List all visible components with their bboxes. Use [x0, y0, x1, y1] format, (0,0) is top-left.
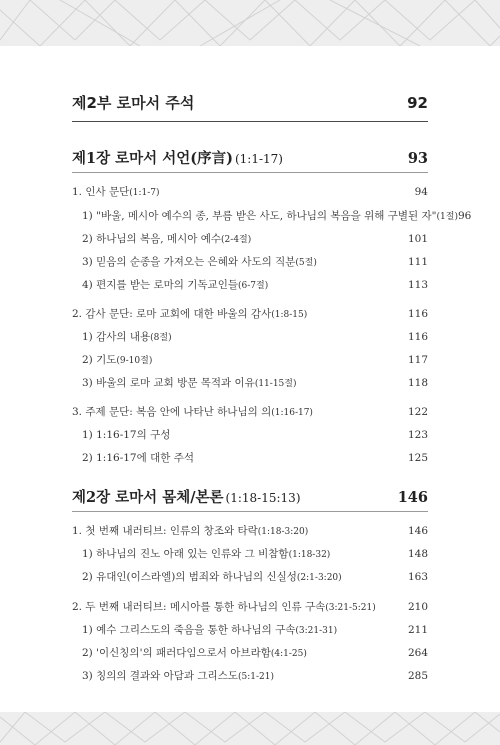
toc-item-label: 3) 믿음의 순종을 가져오는 은혜와 사도의 직분: [82, 256, 296, 268]
toc-section-label: 2. 감사 문단: 로마 교회에 대한 바울의 감사: [72, 308, 272, 320]
toc-item-page: 163: [407, 571, 428, 583]
footer-pattern-graphic: [0, 712, 500, 745]
toc-section[interactable]: [72, 523, 428, 538]
toc-item-page: 116: [407, 331, 428, 343]
header-pattern: [0, 0, 500, 46]
toc-item-label: 3) 바울의 로마 교회 방문 목적과 이유: [82, 377, 255, 389]
toc-item[interactable]: [82, 329, 428, 344]
toc-item-label: 2) '이신칭의'의 패러다임으로서 아브라함: [82, 647, 271, 659]
toc-section-page: 122: [407, 406, 428, 418]
toc-item-label: 1) 감사의 내용: [82, 331, 151, 343]
toc-item-ref: (11-15절): [254, 379, 297, 389]
toc-section-label: 3. 주제 문단: 복음 안에 나타난 하나님의 의: [72, 406, 272, 418]
footer-pattern: [0, 712, 500, 745]
toc-section-ref: (1:16-17): [271, 408, 313, 418]
chapter1-heading: [72, 147, 428, 168]
toc-item-ref: (1:18-32): [288, 550, 331, 560]
toc-item-page: 101: [407, 233, 428, 245]
toc-item-label: 2) 1:16-17에 대한 주석: [82, 452, 194, 464]
toc-item[interactable]: [82, 231, 428, 246]
toc-item[interactable]: [82, 546, 428, 561]
toc-section-label: 2. 두 번째 내러티브: 메시아를 통한 하나님의 인류 구속: [72, 601, 326, 613]
chapter1-title-group: [72, 147, 283, 168]
toc-item-page: 123: [407, 429, 428, 441]
toc-item-label: 1) 예수 그리스도의 죽음을 통한 하나님의 구속: [82, 624, 296, 636]
part-heading: [72, 92, 428, 116]
toc-item-page: 118: [407, 377, 428, 389]
toc-section-page: 94: [414, 186, 428, 198]
toc-item[interactable]: [82, 208, 472, 223]
chapter2-ref: (1:18-15:13): [225, 491, 301, 505]
header-pattern-graphic: [0, 0, 500, 46]
toc-section[interactable]: [72, 306, 428, 321]
part-rule: [72, 121, 428, 122]
toc-item-ref: (3:21-31): [295, 626, 338, 636]
toc-item-label: 2) 하나님의 복음, 메시아 예수: [82, 233, 222, 245]
toc-item-label: 4) 편지를 받는 로마의 기독교인들: [82, 279, 238, 291]
toc-item-ref: (5절): [295, 258, 317, 268]
toc-item-ref: (6-7절): [238, 281, 269, 291]
toc-section-label: 1. 인사 문단: [72, 186, 130, 198]
toc-item-page: 285: [407, 670, 428, 682]
toc-item[interactable]: [82, 668, 428, 683]
chapter2-rule: [72, 511, 428, 512]
toc-item[interactable]: [82, 254, 428, 269]
toc-item-label: 1) 1:16-17의 구성: [82, 429, 171, 441]
toc-section[interactable]: [72, 404, 428, 419]
chapter2-page: 146: [397, 489, 428, 506]
toc-section-ref: (3:21-5:21): [325, 603, 376, 613]
toc-item[interactable]: [82, 427, 428, 442]
toc-item[interactable]: [82, 352, 428, 367]
toc-item[interactable]: [82, 450, 428, 465]
toc-item-label: 2) 유대인(이스라엘)의 범죄와 하나님의 신실성: [82, 571, 297, 583]
toc-item-ref: (2-4절): [221, 235, 252, 245]
toc-item-page: 125: [407, 452, 428, 464]
toc-item-page: 117: [407, 354, 428, 366]
toc-section-page: 116: [407, 308, 428, 320]
toc-item-label: 2) 기도: [82, 354, 117, 366]
toc-item-label: 3) 칭의의 결과와 아담과 그리스도: [82, 670, 238, 682]
toc-item[interactable]: [82, 375, 428, 390]
chapter2-title: 제2장 로마서 몸체/본론: [72, 489, 224, 506]
toc-section-page: 146: [407, 525, 428, 537]
toc-item-page: 113: [407, 279, 428, 291]
toc-item-ref: (8절): [150, 333, 172, 343]
toc-item[interactable]: [82, 645, 428, 660]
chapter1-ref: (1:1-17): [234, 152, 283, 166]
chapter1-title: 제1장 로마서 서언(序言): [72, 150, 233, 167]
toc-section-ref: (1:18-3:20): [257, 527, 309, 537]
toc-item-label: 1) 하나님의 진노 아래 있는 인류와 그 비참함: [82, 548, 289, 560]
chapter2-heading: [72, 486, 428, 507]
toc-item[interactable]: [82, 622, 428, 637]
toc-item-ref: (2:1-3:20): [296, 573, 342, 583]
toc-section[interactable]: [72, 184, 428, 199]
toc-item[interactable]: [82, 277, 428, 292]
toc-section[interactable]: [72, 599, 428, 614]
toc-item-page: 148: [407, 548, 428, 560]
toc-item-page: 96: [457, 210, 472, 222]
chapter1-page: 93: [407, 150, 428, 167]
toc-item-ref: (9-10절): [116, 356, 153, 366]
toc-item-page: 211: [407, 624, 428, 636]
part-title: 제2부 로마서 주석: [72, 94, 195, 112]
chapter2-title-group: [72, 486, 301, 507]
toc-section-ref: (1:8-15): [271, 310, 308, 320]
toc-section-ref: (1:1-7): [129, 188, 160, 198]
toc-item-label: 1) "바울, 메시아 예수의 종, 부름 받은 사도, 하나님의 복음을 위해 구별된 자": [82, 210, 437, 222]
toc-section-page: 210: [407, 601, 428, 613]
toc-item-page: 264: [407, 647, 428, 659]
toc-item[interactable]: [82, 569, 428, 584]
toc-section-label: 1. 첫 번째 내러티브: 인류의 창조와 타락: [72, 525, 258, 537]
part-page: 92: [407, 94, 428, 112]
toc-item-page: 111: [407, 256, 428, 268]
toc-item-ref: (4:1-25): [270, 649, 307, 659]
toc-item-ref: (5:1-21): [238, 672, 274, 682]
toc-item-ref: (1절): [436, 212, 458, 222]
chapter1-rule: [72, 172, 428, 173]
